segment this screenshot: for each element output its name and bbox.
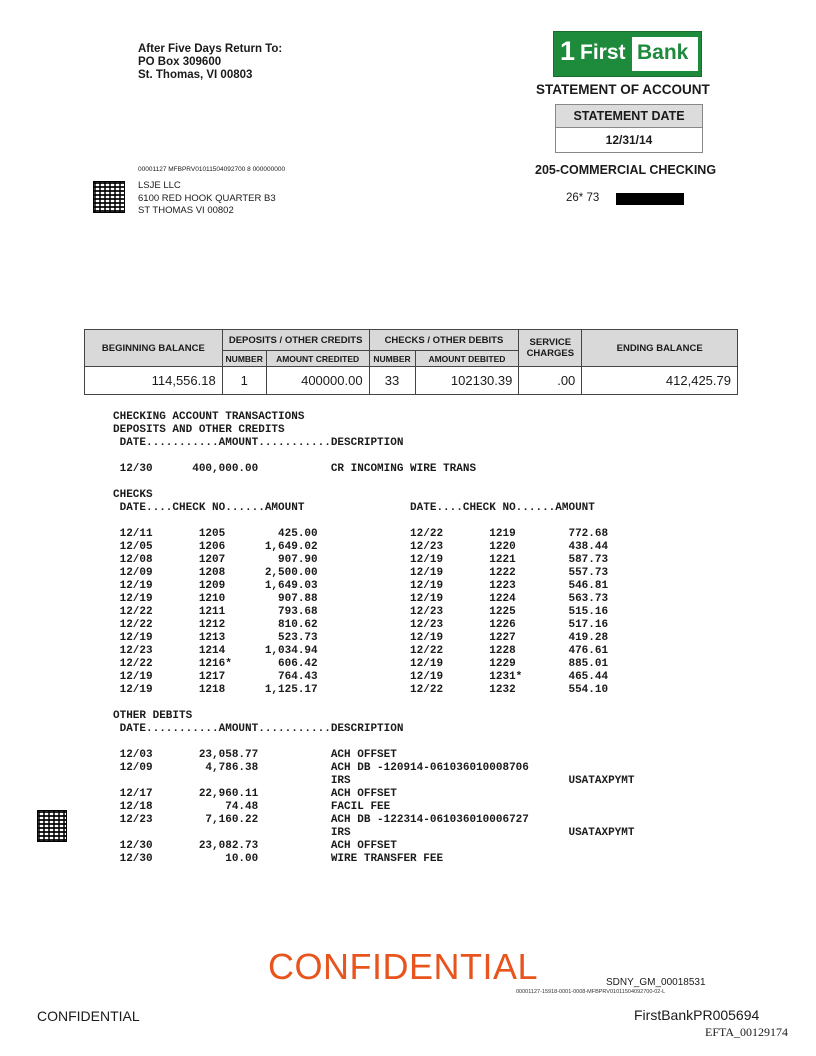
redaction-bar xyxy=(616,193,684,205)
debits-header: DATE...........AMOUNT...........DESCRIPTION xyxy=(113,723,404,735)
credits-header: DATE...........AMOUNT...........DESCRIPTION xyxy=(113,437,404,449)
debit-row: IRS USATAXPYMT xyxy=(113,775,635,787)
debit-row: 12/09 4,786.38 ACH DB -120914-061036010008706 xyxy=(113,762,529,774)
beginning-balance-value: 114,556.18 xyxy=(85,367,223,395)
deposits-number-value: 1 xyxy=(222,367,266,395)
check-row: 12/05 1206 1,649.02 12/23 1220 438.44 xyxy=(113,541,609,553)
amount-debited-header: AMOUNT DEBITED xyxy=(415,351,519,367)
barcode-icon xyxy=(93,181,125,213)
deposits-number-header: NUMBER xyxy=(222,351,266,367)
service-charges-value: .00 xyxy=(519,367,582,395)
firstbank-bates: FirstBankPR005694 xyxy=(634,1007,760,1023)
check-row: 12/23 1214 1,034.94 12/22 1228 476.61 xyxy=(113,645,609,657)
debit-row: IRS USATAXPYMT xyxy=(113,827,635,839)
account-number: 26* 73 xyxy=(566,192,600,204)
debit-row: 12/23 7,160.22 ACH DB -122314-061036010006727 xyxy=(113,814,529,826)
statement-date: 12/31/14 xyxy=(605,133,653,147)
return-address-line: After Five Days Return To: xyxy=(138,43,283,55)
logo-bank: Bank xyxy=(637,41,689,64)
logo-one: 1 xyxy=(560,36,576,66)
check-row: 12/11 1205 425.00 12/22 1219 772.68 xyxy=(113,528,609,540)
firstbank-logo xyxy=(553,31,702,77)
ending-balance-value: 412,425.79 xyxy=(582,367,738,395)
debit-row: 12/30 23,082.73 ACH OFFSET xyxy=(113,840,397,852)
debit-row: 12/03 23,058.77 ACH OFFSET xyxy=(113,749,397,761)
credit-row: 12/30 400,000.00 CR INCOMING WIRE TRANS xyxy=(113,463,477,475)
checks-number-value: 33 xyxy=(369,367,415,395)
mail-code: 00001127 MFBPRV01011504092700 8 000000000 xyxy=(138,166,286,173)
debit-row: 12/17 22,960.11 ACH OFFSET xyxy=(113,788,397,800)
customer-address-line: 6100 RED HOOK QUARTER B3 xyxy=(138,192,276,204)
deposits-header: DEPOSITS / OTHER CREDITS xyxy=(222,330,369,351)
logo-first: First xyxy=(580,41,626,64)
barcode-icon xyxy=(37,810,67,842)
return-address xyxy=(138,43,282,82)
sdny-code: 00001127-15918-0001-0008-MFBPRV01011504092700-02-L xyxy=(516,989,666,995)
check-row: 12/19 1210 907.88 12/19 1224 563.73 xyxy=(113,593,609,605)
efta-bates: EFTA_00129174 xyxy=(705,1025,789,1039)
checks-title: CHECKS xyxy=(113,489,153,501)
check-row: 12/09 1208 2,500.00 12/19 1222 557.73 xyxy=(113,567,609,579)
amount-credited-value: 400000.00 xyxy=(266,367,369,395)
debit-row: 12/18 74.48 FACIL FEE xyxy=(113,801,391,813)
check-row: 12/19 1218 1,125.17 12/22 1232 554.10 xyxy=(113,684,609,696)
ending-balance-header: ENDING BALANCE xyxy=(582,330,738,367)
check-row: 12/08 1207 907.90 12/19 1221 587.73 xyxy=(113,554,609,566)
check-row: 12/19 1209 1,649.03 12/19 1223 546.81 xyxy=(113,580,609,592)
customer-address-line: ST THOMAS VI 00802 xyxy=(138,205,234,216)
account-type: 205-COMMERCIAL CHECKING xyxy=(535,163,717,177)
transactions-title: CHECKING ACCOUNT TRANSACTIONS xyxy=(113,411,305,423)
checks-header: CHECKS / OTHER DEBITS xyxy=(369,330,519,351)
return-address-line: St. Thomas, VI 00803 xyxy=(138,69,253,81)
service-charges-header: SERVICE CHARGES xyxy=(519,330,582,367)
confidential-label: CONFIDENTIAL xyxy=(37,1008,140,1024)
checks-number-header: NUMBER xyxy=(369,351,415,367)
check-row: 12/22 1211 793.68 12/23 1225 515.16 xyxy=(113,606,609,618)
checks-header: DATE....CHECK NO......AMOUNT DATE....CHECK NO......AMOUNT xyxy=(113,502,595,514)
statement-title: STATEMENT OF ACCOUNT xyxy=(536,82,710,97)
amount-credited-header: AMOUNT CREDITED xyxy=(266,351,369,367)
confidential-stamp: CONFIDENTIAL xyxy=(268,946,539,987)
statement-date-label: STATEMENT DATE xyxy=(556,105,702,128)
customer-address xyxy=(138,180,276,218)
check-row: 12/22 1212 810.62 12/23 1226 517.16 xyxy=(113,619,609,631)
beginning-balance-header: BEGINNING BALANCE xyxy=(85,330,223,367)
customer-name: LSJE LLC xyxy=(138,180,181,191)
debit-row: 12/30 10.00 WIRE TRANSFER FEE xyxy=(113,853,444,865)
credits-title: DEPOSITS AND OTHER CREDITS xyxy=(113,424,285,436)
check-row: 12/19 1213 523.73 12/19 1227 419.28 xyxy=(113,632,609,644)
return-address-line: PO Box 309600 xyxy=(138,56,222,68)
check-row: 12/22 1216* 606.42 12/19 1229 885.01 xyxy=(113,658,609,670)
debits-title: OTHER DEBITS xyxy=(113,710,193,722)
balance-summary-table xyxy=(84,329,738,395)
check-row: 12/19 1217 764.43 12/19 1231* 465.44 xyxy=(113,671,609,683)
amount-debited-value: 102130.39 xyxy=(415,367,519,395)
statement-date-box xyxy=(555,104,703,153)
sdny-bates: SDNY_GM_00018531 xyxy=(606,977,706,988)
